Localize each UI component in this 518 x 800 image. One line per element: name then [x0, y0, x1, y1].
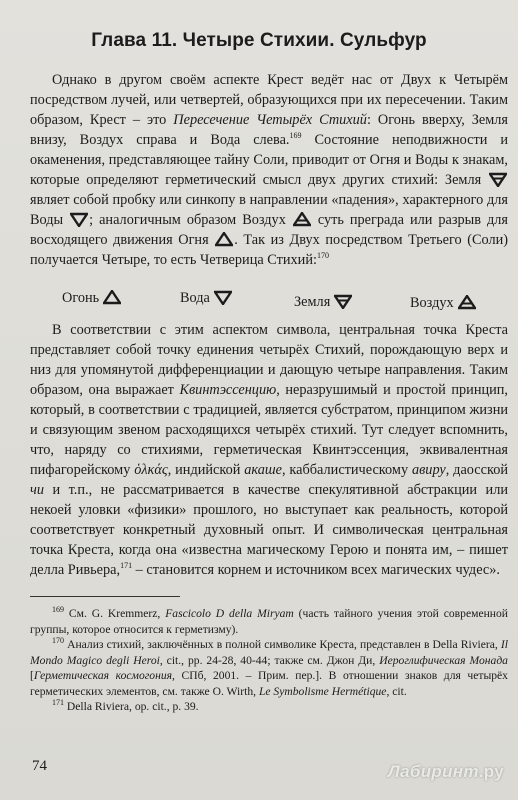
text-run: , индийской	[167, 462, 245, 478]
element-air-label: Воздух	[410, 295, 454, 311]
earth-symbol-icon	[489, 172, 507, 187]
text-run: , каббалистическому	[282, 462, 412, 478]
text-run: Однако в другом своём аспекте Крест ведёт нас от Двух к Четырём посредством лучей, или четвертей, образующихся при их пересечении. Таким образом, Крест – это	[30, 72, 508, 128]
italic-term: чи	[30, 482, 44, 498]
fire-symbol-icon	[103, 290, 121, 305]
text-run: и т.п., не рассматривается в качестве спекулятивной абстракции или некоей уловки «физики» прошлого, но выступает как реальность, которой соответствует конкретный духовный опыт. И символическая центральная точка Креста, когда она «известна магическому Герою и понята им, – пишет делла Ривьера,	[30, 482, 508, 578]
italic-term: авиру	[411, 462, 446, 478]
text-run: : Огонь вверху, Земля внизу, Воздух справа и Вода слева.	[30, 112, 509, 148]
text-run: , cit., pp. 24-28, 40-44; также см. Джон Ди,	[159, 653, 380, 667]
italic-term: Иероглифическая Монада	[379, 653, 508, 667]
water-symbol-icon	[70, 212, 88, 227]
italic-term: акаше	[244, 462, 283, 478]
fire-symbol-icon	[215, 232, 233, 247]
italic-term: Герметическая космогония	[33, 669, 173, 682]
paragraph-1	[30, 70, 508, 270]
text-run: Della Riviera, op. cit., p. 39.	[64, 700, 199, 713]
text-run: Состояние неподвижности и окаменения, представляющее тайну Соли, приводит от Огня и Воды к знакам, которые определяют герметический смысл двух других стихий: Земля	[30, 132, 508, 188]
text-run: , неразрушимый и простой принцип, который, в соответствии с традицией, является субстратом, принципом жизни и связующим звеном расходящихся четырёх стихий. Тут следует вспомнить, что, наряду со стихиями, герметическая Квинтэссенция, эквивалентная пифагорейскому	[30, 382, 509, 478]
text-run: В соответствии с этим аспектом символа, центральная точка Креста представляет собой точку единения четырёх Стихий, порождающую верх и низ для упомянутой дифференциации и дающую четыре направления. Таким образом, она выражает	[30, 322, 508, 398]
elements-row	[30, 280, 508, 314]
text-run: – становится корнем и источником всех магических чудес».	[132, 562, 500, 578]
air-symbol-icon	[458, 295, 476, 310]
text-run: , даосской	[445, 462, 509, 478]
element-air	[410, 293, 476, 313]
paragraph-2	[30, 320, 508, 580]
page-number: 74	[32, 758, 47, 774]
footnote-171	[30, 699, 508, 715]
watermark-domain: .ру	[478, 762, 504, 781]
italic-term: Квинтэссенцию	[179, 382, 277, 398]
text-run: являет собой пробку или синкопу в направлении «падения», характерного для Воды	[30, 192, 508, 228]
text-run: . Так из Двух посредством Третьего (Соли) получается Четыре, то есть Четверица Стихий:	[30, 232, 508, 268]
element-water	[180, 288, 232, 308]
text-run: (часть тайного учения этой современной группы, которое относится к герметизму).	[30, 607, 508, 636]
footnote-ref-171: 171	[120, 561, 133, 571]
watermark-brand: Лабиринт	[387, 762, 479, 781]
text-run: , СПб, 2001. – Прим. пер.]. В отношении знаков для четырёх герметических элементов, см. также O. Wirth,	[30, 669, 508, 698]
footnote-ref-169: 169	[289, 131, 302, 141]
text-run: ; аналогичным образом Воздух	[89, 212, 286, 228]
chapter-title: Глава 11. Четыре Стихии. Сульфур	[91, 30, 427, 51]
footnote-170	[30, 637, 508, 699]
text-run: суть преграда или разрыв для восходящего движения Огня	[30, 212, 509, 248]
footnote-number: 170	[52, 636, 64, 646]
footnote-divider	[30, 596, 180, 597]
italic-term: Fascicolo D della Miryam	[165, 607, 294, 620]
main-text	[30, 70, 508, 580]
footnote-number: 171	[52, 698, 64, 708]
italic-term: Le Symbolisme Hermétique	[258, 684, 387, 698]
element-water-label: Вода	[180, 290, 210, 306]
element-earth-label: Земля	[294, 294, 331, 310]
element-fire	[62, 288, 121, 308]
italic-term: Il Mondo Magico degli Heroi	[30, 638, 508, 667]
italic-term: ὁλκάς	[134, 462, 168, 478]
footnote-169	[30, 606, 508, 637]
element-fire-label: Огонь	[62, 290, 100, 306]
text-run: Анализ стихий, заключённых в полной символике Креста, представлен в Della Riviera,	[64, 638, 501, 651]
earth-symbol-icon	[334, 294, 352, 309]
text-run: См. G. Kremmerz,	[64, 607, 166, 620]
water-symbol-icon	[214, 290, 232, 305]
watermark-logo	[388, 762, 504, 782]
italic-term: Пересечение Четырёх Стихий	[173, 112, 367, 128]
element-earth	[294, 292, 352, 312]
footnote-ref-170: 170	[316, 251, 329, 261]
text-run: [	[30, 669, 34, 682]
air-symbol-icon	[293, 212, 311, 227]
text-run: , cit.	[386, 684, 407, 698]
footnote-number: 169	[52, 605, 64, 615]
footnotes	[30, 606, 508, 715]
